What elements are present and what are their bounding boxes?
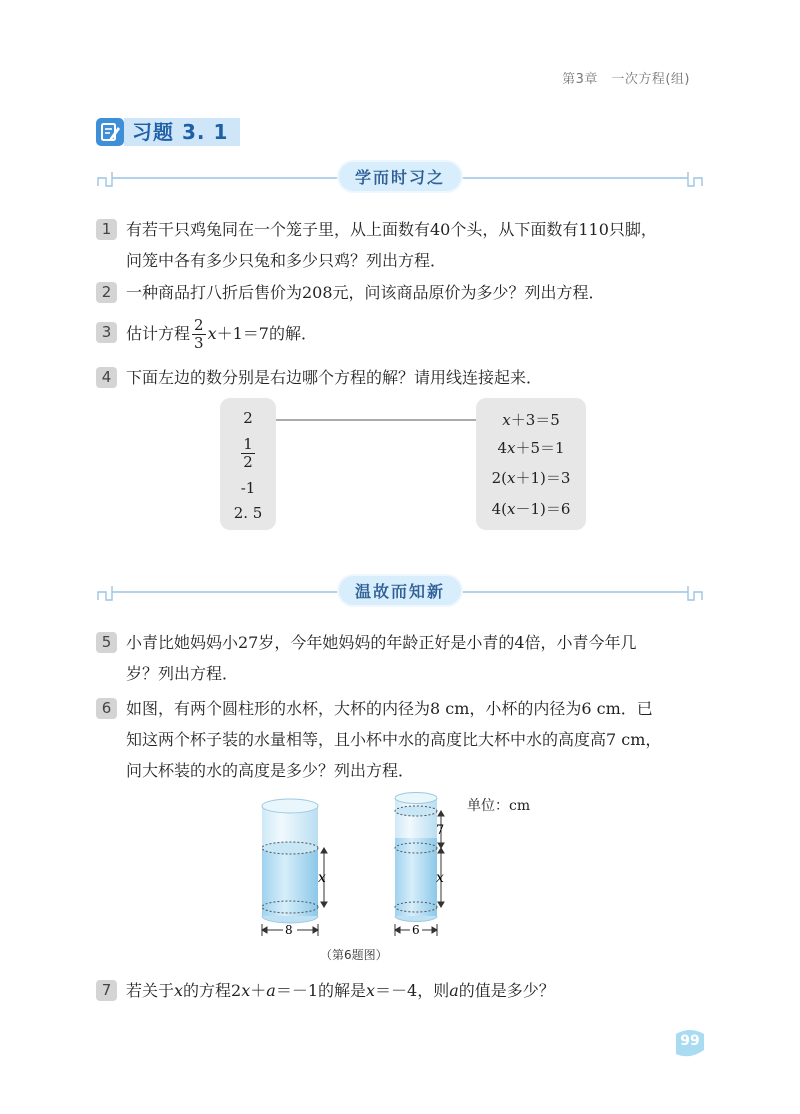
problem-number: 5	[96, 632, 117, 653]
equation-text: 4	[497, 439, 507, 457]
height-label-big: x	[318, 870, 326, 886]
problem-text	[126, 975, 706, 1006]
equation-text: 4(	[491, 500, 507, 518]
equation-text: ＋3＝5	[510, 411, 560, 429]
problem-number: 2	[96, 282, 117, 303]
height-label-small: x	[436, 870, 444, 886]
problem-text: 问大杯装的水的高度是多少？列出方程．	[126, 761, 415, 780]
text-fragment: 的方程2	[183, 981, 242, 1000]
chapter-header: 第3章 一次方程(组)	[562, 72, 690, 87]
problem-text: 知这两个杯子装的水量相等，且小杯中水的高度比大杯中水的高度高7 cm，	[126, 730, 662, 749]
width-label-big: 8	[285, 923, 293, 937]
problem-number: 3	[96, 322, 117, 343]
page-number-badge	[672, 1026, 708, 1060]
math-variable: x	[241, 981, 251, 1000]
width-label-small: 6	[412, 923, 420, 937]
unit-label: 单位：cm	[467, 798, 531, 814]
equation-text: 2(	[491, 469, 507, 487]
problem-7	[96, 975, 706, 1006]
math-variable: x	[366, 981, 376, 1000]
math-variable: x	[506, 500, 516, 518]
problem-text: 岁？列出方程．	[126, 664, 239, 683]
text-fragment: ＋1＝7的解．	[216, 324, 317, 343]
math-variable: x	[506, 439, 516, 457]
text-fragment: ＝－1的解是	[275, 981, 367, 1000]
right-equations-box	[476, 398, 586, 530]
math-variable: x	[174, 981, 184, 1000]
problem-number: 4	[96, 367, 117, 388]
left-value: 2	[243, 409, 253, 427]
math-variable: x	[506, 469, 516, 487]
problem-text: 如图，有两个圆柱形的水杯，大杯的内径为8 cm，小杯的内径为6 cm．已	[126, 699, 653, 718]
fraction-numerator: 1	[243, 435, 253, 453]
fraction-numerator: 2	[194, 316, 204, 334]
equation	[476, 467, 586, 488]
equation-text: －1)＝6	[515, 500, 571, 518]
page-number: 99	[680, 1033, 700, 1049]
difference-label: 7	[436, 823, 445, 838]
problem-text: 下面左边的数分别是右边哪个方程的解？请用线连接起来．	[126, 368, 543, 387]
problem-text: 小青比她妈妈小27岁，今年她妈妈的年龄正好是小青的4倍，小青今年几	[126, 633, 637, 652]
problem-6	[96, 693, 706, 786]
left-value: -1	[240, 479, 256, 497]
section-title: 温故而知新	[339, 576, 461, 605]
problem-number: 7	[96, 980, 117, 1001]
math-variable: x	[207, 324, 217, 343]
text-fragment: ＋	[250, 981, 267, 1000]
equation-text: ＋1)＝3	[515, 469, 571, 487]
section-title: 学而时习之	[339, 162, 461, 191]
problem-text: 有若干只鸡兔同在一个笼子里，从上面数有40个头，从下面数有110只脚，	[126, 220, 657, 239]
equation	[476, 498, 586, 519]
text-fragment: ＝－4，则	[375, 981, 450, 1000]
small-cup	[395, 793, 437, 922]
problem-text: 问笼中各有多少只兔和多少只鸡？列出方程．	[126, 251, 447, 270]
text-fragment: 估计方程	[126, 324, 191, 343]
math-variable: a	[266, 981, 276, 1000]
text-fragment: 若关于	[126, 981, 175, 1000]
problem-number: 6	[96, 698, 117, 719]
section-banner-review	[96, 572, 704, 612]
left-value: 2. 5	[233, 504, 263, 522]
fraction-denominator: 3	[194, 334, 204, 352]
equation	[476, 409, 586, 430]
problem-text: 一种商品打八折后售价为208元，问该商品原价为多少？列出方程．	[126, 283, 605, 302]
cups-figure	[250, 790, 470, 940]
math-variable: a	[449, 981, 459, 1000]
fraction-denominator: 2	[243, 453, 253, 471]
problem-5	[96, 627, 706, 689]
math-variable: x	[502, 411, 511, 429]
equation	[476, 437, 586, 458]
big-cup	[262, 799, 318, 923]
equation-text: ＋5＝1	[515, 439, 565, 457]
figure-caption: （第6题图）	[320, 948, 388, 962]
text-fragment: 的值是多少？	[458, 981, 555, 1000]
problem-number: 1	[96, 219, 117, 240]
exercise-title-label: 习题 3. 1	[124, 118, 240, 146]
